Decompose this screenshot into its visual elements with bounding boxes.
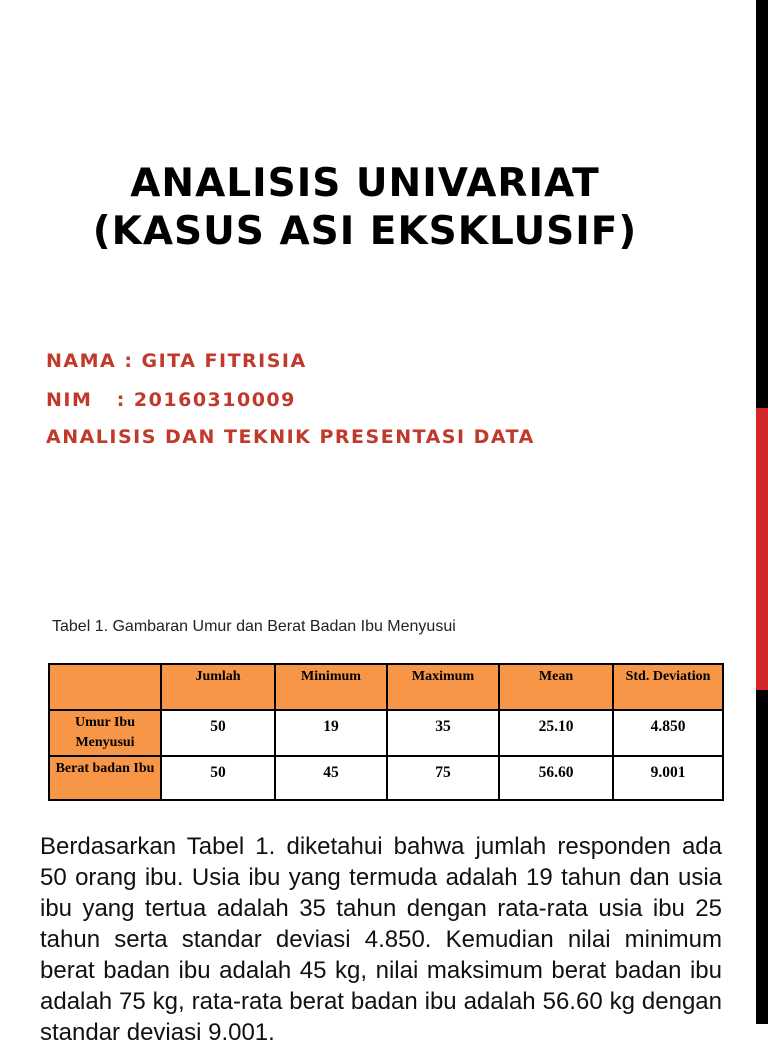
table-header-row <box>49 664 723 710</box>
cell-value: 56.60 <box>499 756 613 800</box>
cell-value: 50 <box>161 756 275 800</box>
body-paragraph: Berdasarkan Tabel 1. diketahui bahwa jumlah responden ada 50 orang ibu. Usia ibu yang termuda adalah 19 tahun dan usia ibu yang tertua adalah 35 tahun dengan rata-rata usia ibu 25 tahun serta standar deviasi 4.850. Kemudian nilai minimum berat badan ibu adalah 45 kg, nilai maksimum berat badan ibu adalah 75 kg, rata-rata berat badan ibu adalah 56.60 kg dengan standar deviasi 9.001. <box>40 833 722 1046</box>
cell-value: 4.850 <box>613 710 723 756</box>
student-name: NAMA : GITA FITRISIA <box>46 350 307 372</box>
header-cell-maximum: Maximum <box>387 664 499 710</box>
slide-title <box>40 160 690 256</box>
cell-value: 45 <box>275 756 387 800</box>
right-edge-red-bar <box>756 408 768 690</box>
cell-value: 9.001 <box>613 756 723 800</box>
cell-value: 75 <box>387 756 499 800</box>
cell-value: 50 <box>161 710 275 756</box>
slide-title-line1: ANALISIS UNIVARIAT <box>130 161 600 206</box>
row-label-berat: Berat badan Ibu <box>49 756 161 800</box>
slide-title-line2: (KASUS ASI EKSKLUSIF) <box>92 209 638 254</box>
cell-value: 35 <box>387 710 499 756</box>
statistics-table <box>48 663 724 801</box>
table-row <box>49 756 723 800</box>
table-caption: Tabel 1. Gambaran Umur dan Berat Badan Ibu Menyusui <box>52 618 456 635</box>
row-label-umur: Umur Ibu Menyusui <box>49 710 161 756</box>
student-nim: NIM : 20160310009 <box>46 389 296 411</box>
header-cell-minimum: Minimum <box>275 664 387 710</box>
header-cell-std-deviation: Std. Deviation <box>613 664 723 710</box>
header-cell-empty <box>49 664 161 710</box>
cell-value: 25.10 <box>499 710 613 756</box>
cell-value: 19 <box>275 710 387 756</box>
header-cell-jumlah: Jumlah <box>161 664 275 710</box>
header-cell-mean: Mean <box>499 664 613 710</box>
course-name: ANALISIS DAN TEKNIK PRESENTASI DATA <box>46 426 535 448</box>
table-row <box>49 710 723 756</box>
